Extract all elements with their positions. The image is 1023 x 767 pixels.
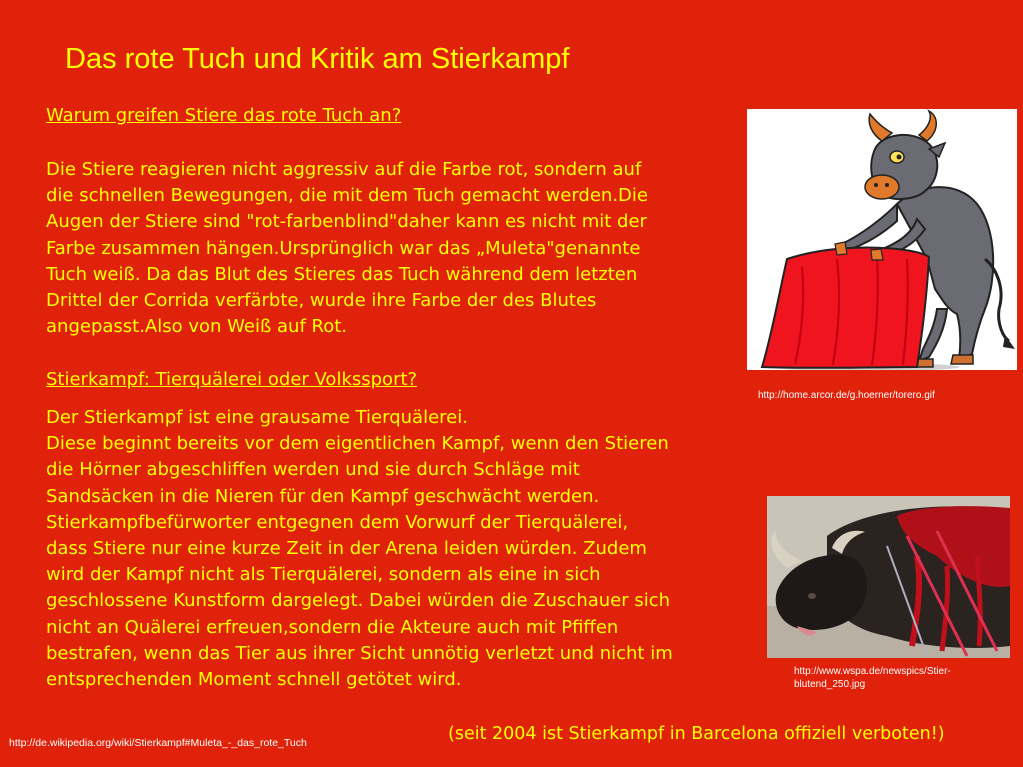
section1-line: Drittel der Corrida verfärbte, wurde ihre Farbe der des Blutes: [46, 290, 597, 312]
cartoon-image-caption: http://home.arcor.de/g.hoerner/torero.gif: [758, 390, 935, 401]
section1-line: Augen der Stiere sind "rot-farbenblind"daher kann es nicht mit der: [46, 211, 647, 233]
section2-line: die Hörner abgeschliffen werden und sie durch Schläge mit: [46, 459, 580, 481]
section2-line: dass Stiere nur eine kurze Zeit in der Arena leiden würden. Zudem: [46, 538, 647, 560]
section2-line: geschlossene Kunstform dargelegt. Dabei würden die Zuschauer sich: [46, 590, 671, 612]
section1-line: Die Stiere reagieren nicht aggressiv auf die Farbe rot, sondern auf: [46, 159, 642, 180]
section1-line: angepasst.Also von Weiß auf Rot.: [46, 316, 348, 338]
slide-title: Das rote Tuch und Kritik am Stierkampf: [65, 43, 570, 75]
footer-note: (seit 2004 ist Stierkampf in Barcelona offiziell verboten!): [448, 724, 945, 744]
wikipedia-source-link[interactable]: http://de.wikipedia.org/wiki/Stierkampf#Muleta_-_das_rote_Tuch: [9, 737, 307, 749]
section2-line: Diese beginnt bereits vor dem eigentlichen Kampf, wenn den Stieren: [46, 433, 669, 455]
section1-line: Tuch weiß. Da das Blut des Stieres das Tuch während dem letzten: [46, 263, 638, 285]
section2-line: Sandsäcken in die Nieren für den Kampf geschwächt werden.: [46, 485, 600, 507]
section1-line: Farbe zusammen hängen.Ursprünglich war das „Muleta"genannte: [46, 237, 641, 259]
cartoon-bull-image: [747, 109, 1017, 370]
photo-image-caption: http://www.wspa.de/newspics/Stier-blutend_250.jpg: [794, 666, 951, 690]
section1-body: [46, 157, 746, 340]
section1-line: die schnellen Bewegungen, die mit dem Tuch gemacht werden.Die: [46, 185, 648, 207]
section2-body: [46, 405, 766, 693]
section2-line: bestrafen, wenn das Tier aus ihrer Sicht unnötig verletzt und nicht im: [46, 642, 673, 664]
section2-line: nicht an Quälerei erfreuen,sondern die Akteure auch mit Pfiffen: [46, 616, 619, 638]
section2-heading: Stierkampf: Tierquälerei oder Volkssport?: [46, 369, 418, 390]
section2-line: Stierkampfbefürworter entgegnen dem Vorwurf der Tierquälerei,: [46, 511, 629, 533]
bleeding-bull-photo: [767, 496, 1010, 658]
section2-line: Der Stierkampf ist eine grausame Tierquälerei.: [46, 407, 468, 428]
section1-heading: Warum greifen Stiere das rote Tuch an?: [46, 105, 402, 126]
section2-line: entsprechenden Moment schnell getötet wird.: [46, 669, 462, 691]
section2-line: wird der Kampf nicht als Tierquälerei, sondern als eine in sich: [46, 564, 601, 586]
